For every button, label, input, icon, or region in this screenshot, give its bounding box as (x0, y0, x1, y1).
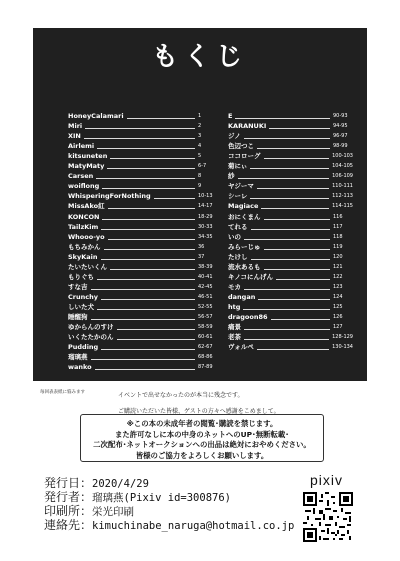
toc-entry (228, 332, 353, 342)
notice-line-1: イベントで出せなかったのが本当に残念です。 (118, 392, 244, 399)
toc-leader-line (91, 289, 196, 290)
toc-leader-line (154, 198, 195, 199)
toc-leader-line (110, 158, 195, 159)
notice-line-2: ご購読いただいた皆様、ゲストの方々へ感謝をこめまして。 (118, 408, 280, 415)
toc-leader-line (250, 198, 329, 199)
toc-entry-name: ジノ (228, 132, 241, 141)
toc-entry-name: dangan (228, 292, 256, 301)
toc-entry-pages: 127 (333, 324, 343, 331)
toc-leader-line (261, 208, 329, 209)
toc-entry (228, 262, 353, 272)
toc-entry-name: MatyMaty (68, 162, 105, 171)
toc-leader-line (244, 339, 329, 340)
toc-entry-name: KARANUKI (228, 122, 267, 131)
toc-leader-line (102, 188, 195, 189)
warning-line-3: 二次配布･ネットオークションへの出品は絶対におやめください。 (93, 440, 311, 449)
toc-entry (68, 282, 218, 292)
toc-entry-name: いくたたかのん (68, 333, 114, 342)
toc-entry-name: 瑠璃燕 (68, 353, 88, 362)
toc-leader-line (264, 249, 331, 250)
toc-entry-name: たいたいくん (68, 262, 107, 271)
toc-leader-line (97, 279, 195, 280)
toc-entry (68, 211, 218, 221)
toc-entry-name: dragoon86 (228, 312, 268, 321)
toc-entry-name: 痛景 (228, 323, 241, 332)
toc-entry-pages: 9 (198, 183, 202, 190)
toc-entry (228, 121, 353, 131)
toc-entry (228, 232, 353, 242)
toc-entry (228, 141, 353, 151)
colophon (44, 477, 294, 533)
toc-leader-line (251, 259, 331, 260)
toc-entry (68, 352, 218, 362)
toc-leader-line (117, 339, 196, 340)
toc-entry (68, 302, 218, 312)
toc-entry-name: 色辺つこ (228, 142, 254, 151)
toc-entry-name: 菊にぃ (228, 162, 248, 171)
toc-leader-line (235, 118, 330, 119)
toc-entry-pages: 106-109 (332, 173, 353, 180)
toc-entry-name: 流水あるも (228, 262, 261, 271)
toc-leader-line (101, 229, 195, 230)
toc-entry (68, 322, 218, 332)
toc-entry-pages: 110-111 (332, 183, 353, 190)
toc-entry (228, 171, 353, 181)
toc-entry-name: もちみかん (68, 242, 101, 251)
toc-entry (228, 151, 353, 161)
toc-entry-pages: 4 (198, 143, 202, 150)
toc-entry (228, 242, 353, 252)
toc-left-column (68, 111, 218, 372)
toc-leader-line (271, 319, 330, 320)
toc-leader-line (244, 239, 330, 240)
toc-entry-pages: 14-17 (198, 203, 213, 210)
toc-entry-name: TailzKim (68, 222, 99, 231)
toc-entry-name: Miri (68, 122, 83, 131)
qr-code-icon (303, 492, 353, 542)
toc-leader-line (257, 148, 330, 149)
toc-entry-pages: 68-86 (198, 354, 213, 361)
side-note: 毎回表表紙に悩みます (40, 390, 85, 395)
toc-entry-pages: 46-51 (198, 293, 213, 300)
toc-entry-name: モカ (228, 282, 241, 291)
toc-leader-line (276, 279, 330, 280)
toc-entry (68, 151, 218, 161)
toc-leader-line (108, 208, 195, 209)
toc-entry-pages: 116 (333, 213, 343, 220)
toc-entry-name: wanko (68, 363, 92, 372)
toc-entry (68, 181, 218, 191)
toc-entry-pages: 128-129 (332, 334, 353, 341)
toc-entry-pages: 58-59 (198, 324, 213, 331)
toc-entry-name: htg (228, 302, 241, 311)
toc-entry-pages: 52-55 (198, 303, 213, 310)
warning-line-4: 皆様のご協力をよろしくお願いします。 (135, 450, 269, 460)
toc-entry-pages: 125 (333, 303, 343, 310)
pixiv-logo: pixiv (310, 472, 344, 488)
toc-entry (228, 201, 353, 211)
toc-entry-name: キノコにんげん (228, 272, 274, 281)
toc-leader-line (101, 299, 195, 300)
toc-entry-name: ヴォルペ (228, 343, 254, 352)
toc-entry-pages: 122 (333, 273, 343, 280)
toc-entry (228, 161, 353, 171)
toc-entry-name: すな吉 (68, 282, 88, 291)
toc-entry (68, 121, 218, 131)
toc-entry-name: 睡醒狗 (68, 312, 88, 321)
toc-entry-pages: 87-89 (198, 364, 213, 371)
toc-entry-pages: 118 (333, 233, 343, 240)
toc-entry-pages: 36 (198, 243, 205, 250)
toc-entry-name: kitsuneten (68, 152, 108, 161)
toc-entry-pages: 6-7 (198, 163, 207, 170)
toc-entry-pages: 126 (333, 313, 343, 320)
toc-leader-line (97, 148, 195, 149)
toc-leader-line (102, 219, 195, 220)
toc-leader-line (85, 128, 195, 129)
toc-entry-pages: 90-93 (333, 113, 348, 120)
toc-entry-pages: 96-97 (333, 133, 348, 140)
toc-entry-pages: 121 (333, 263, 343, 270)
toc-leader-line (264, 269, 331, 270)
toc-entry-pages: 8 (198, 173, 202, 180)
toc-entry-pages: 123 (333, 283, 343, 290)
toc-leader-line (127, 118, 195, 119)
toc-entry-name: てれる (228, 222, 248, 231)
toc-entry (68, 272, 218, 282)
toc-entry (228, 181, 353, 191)
toc-leader-line (257, 188, 329, 189)
toc-leader-line (101, 349, 195, 350)
toc-entry-name: 老茶 (228, 333, 241, 342)
toc-entry (228, 322, 353, 332)
toc-leader-line (107, 168, 195, 169)
toc-leader-line (117, 329, 196, 330)
toc-leader-line (269, 128, 330, 129)
toc-entry (68, 201, 218, 211)
toc-entry-name: いの (228, 232, 241, 241)
toc-entry-pages: 34-35 (198, 233, 213, 240)
toc-entry-name: Crunchy (68, 292, 98, 301)
toc-leader-line (264, 158, 330, 159)
toc-entry (68, 252, 218, 262)
toc-entry-pages: 104-105 (332, 163, 353, 170)
toc-entry (68, 191, 218, 201)
toc-entry-name: Carsen (68, 172, 94, 181)
toc-leader-line (244, 289, 330, 290)
toc-entry-pages: 18-29 (198, 213, 213, 220)
toc-entry-pages: 5 (198, 153, 202, 160)
toc-entry-pages: 40-41 (198, 273, 213, 280)
toc-entry-name: XIN (68, 132, 81, 141)
toc-entry (68, 362, 218, 372)
toc-entry-name: おにくまん (228, 212, 261, 221)
toc-entry-name: Whooo-yo (68, 232, 105, 241)
toc-entry-pages: 124 (333, 293, 343, 300)
toc-leader-line (96, 178, 195, 179)
toc-entry-name: ゆからんのすけ (68, 323, 114, 332)
toc-entry-pages: 112-113 (332, 193, 353, 200)
toc-leader-line (91, 359, 196, 360)
toc-entry (228, 111, 353, 121)
colophon-publisher: 発行者：瑠璃燕(Pixiv id=300876) (44, 490, 231, 504)
toc-entry (68, 312, 218, 322)
toc-entry-pages: 10-13 (198, 193, 213, 200)
toc-entry-pages: 60-61 (198, 334, 213, 341)
toc-entry-name: HoneyCalamari (68, 112, 124, 121)
warning-line-2: また許可なしに本の中身のネットへのUP･無断転載･ (114, 429, 289, 439)
toc-panel (33, 28, 367, 381)
toc-entry (228, 252, 353, 262)
toc-entry (68, 332, 218, 342)
toc-entry (228, 342, 353, 352)
toc-entry (68, 262, 218, 272)
toc-entry-pages: 3 (198, 133, 202, 140)
toc-leader-line (108, 239, 195, 240)
toc-entry-pages: 98-99 (333, 143, 348, 150)
toc-leader-line (257, 349, 329, 350)
toc-title: もくじ (151, 42, 248, 72)
toc-leader-line (101, 259, 195, 260)
toc-entry-pages: 2 (198, 123, 202, 130)
toc-entry (228, 292, 353, 302)
toc-entry-name: Magiace (228, 202, 259, 211)
toc-entry-name: ココローグ (228, 152, 261, 161)
toc-entry-name: Pudding (68, 343, 99, 352)
toc-leader-line (238, 178, 330, 179)
toc-leader-line (244, 138, 330, 139)
toc-entry-name: たけし (228, 252, 248, 261)
toc-leader-line (244, 329, 330, 330)
toc-leader-line (104, 249, 196, 250)
warning-line-1: ※この本の未成年者の閲覧･購読を禁じます。 (126, 419, 278, 428)
toc-leader-line (258, 299, 330, 300)
toc-entry-pages: 56-57 (198, 313, 213, 320)
toc-entry-pages: 130-134 (332, 344, 353, 351)
toc-entry (68, 141, 218, 151)
colophon-printer: 印刷所：栄光印刷 (44, 504, 135, 518)
toc-entry (68, 222, 218, 232)
warning-box (80, 414, 324, 462)
toc-entry (228, 282, 353, 292)
toc-entry-name: 紗 (228, 172, 235, 181)
toc-entry (68, 342, 218, 352)
toc-entry-name: woiflong (68, 182, 100, 191)
toc-entry (228, 222, 353, 232)
toc-entry (68, 111, 218, 121)
toc-entry-pages: 1 (198, 113, 202, 120)
toc-entry (68, 131, 218, 141)
toc-entry (68, 171, 218, 181)
toc-entry (68, 232, 218, 242)
toc-entry-name: みらーじゅ (228, 242, 261, 251)
toc-entry-name: もりぐち (68, 272, 94, 281)
toc-leader-line (251, 229, 331, 230)
toc-entry (228, 191, 353, 201)
toc-entry-pages: 38-39 (198, 263, 213, 270)
toc-entry-name: WhisperingForNothing (68, 192, 151, 201)
toc-entry-name: MissAko紅 (68, 202, 105, 211)
toc-entry-pages: 114-115 (332, 203, 353, 210)
toc-leader-line (250, 168, 329, 169)
toc-leader-line (91, 319, 196, 320)
toc-entry-pages: 42-45 (198, 283, 213, 290)
colophon-issue-date: 発行日：2020/4/29 (44, 476, 149, 490)
toc-entry-pages: 119 (333, 243, 343, 250)
toc-entry-name: KONCON (68, 212, 100, 221)
toc-entry-name: ヤジーマ (228, 182, 254, 191)
toc-right-column (228, 111, 353, 352)
toc-entry (228, 131, 353, 141)
toc-entry-pages: 117 (333, 223, 343, 230)
toc-entry-name: E (228, 112, 233, 121)
toc-leader-line (110, 269, 195, 270)
toc-entry (68, 161, 218, 171)
toc-entry-pages: 100-103 (332, 153, 353, 160)
toc-leader-line (243, 309, 330, 310)
toc-leader-line (97, 309, 195, 310)
toc-entry (228, 211, 353, 221)
toc-entry-name: Airlemi (68, 142, 95, 151)
toc-entry-name: シーレ (228, 192, 248, 201)
toc-entry (228, 312, 353, 322)
toc-entry (228, 302, 353, 312)
toc-entry-pages: 120 (333, 253, 343, 260)
colophon-contact: 連絡先：kimuchinabe_naruga@hotmail.co.jp (44, 518, 295, 532)
toc-leader-line (95, 369, 195, 370)
toc-entry-pages: 37 (198, 253, 205, 260)
toc-entry-pages: 94-95 (333, 123, 348, 130)
toc-entry (68, 292, 218, 302)
toc-leader-line (264, 219, 331, 220)
toc-entry-pages: 62-67 (198, 344, 213, 351)
toc-leader-line (84, 138, 195, 139)
toc-entry-pages: 30-33 (198, 223, 213, 230)
toc-entry-name: SkyKain (68, 252, 98, 261)
toc-entry (68, 242, 218, 252)
toc-entry-name: しいた犬 (68, 302, 94, 311)
toc-entry (228, 272, 353, 282)
